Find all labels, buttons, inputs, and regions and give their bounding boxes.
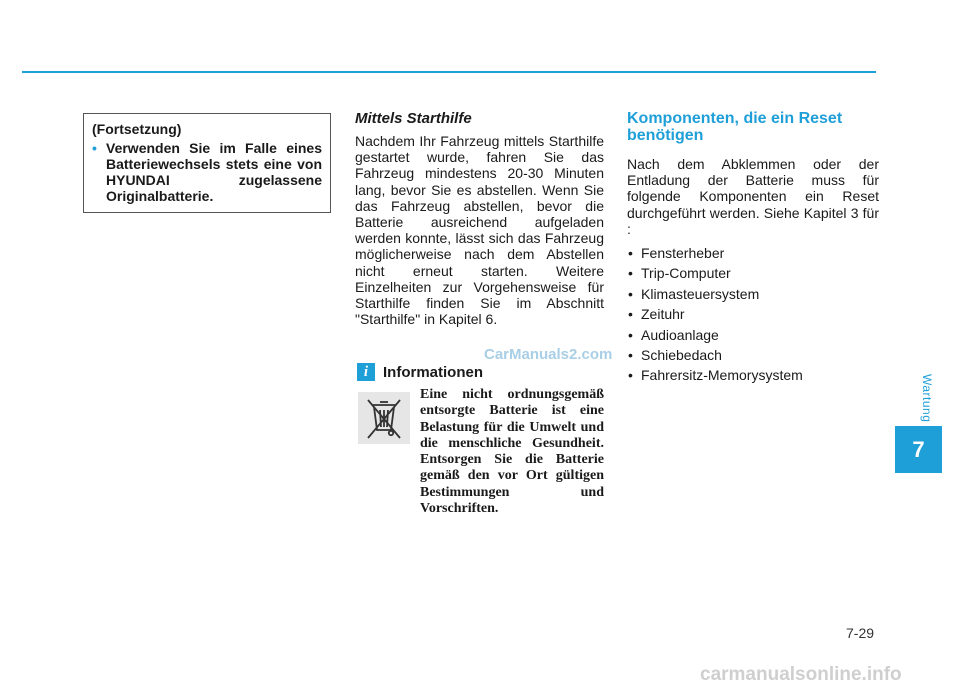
- page-number: 7-29: [846, 625, 875, 641]
- list-item: • Schiebedach: [628, 347, 722, 364]
- jump-start-title: Mittels Starthilfe: [355, 110, 472, 127]
- caution-heading: (Fortsetzung): [92, 121, 182, 137]
- caution-box: [83, 113, 331, 213]
- side-tab-label: Wartung: [920, 373, 934, 423]
- list-item: • Zeituhr: [628, 306, 685, 323]
- information-title: Informationen: [383, 363, 483, 381]
- info-icon: i: [357, 363, 375, 381]
- reset-list: [627, 243, 879, 386]
- information-header: [357, 363, 483, 381]
- watermark-carmanuals: CarManuals2.com: [484, 346, 613, 363]
- reset-title: Komponenten, die ein Reset benötigen: [627, 110, 843, 144]
- jump-start-section: [355, 110, 604, 327]
- crossed-out-bin-icon: [358, 392, 410, 444]
- reset-intro: Nach dem Abklemmen oder der Entladung der Batterie muss für folgende Komponenten ein Reset durchgeführt werden. Siehe Kapitel 3 für :: [627, 156, 879, 237]
- information-text: Eine nicht ordnungsgemäß entsorgte Batterie ist eine Belastung für die Umwelt und die menschliche Gesundheit. Entsorgen Sie die Batterie gemäß den vor Ort gültigen Bestimmungen und Vorschriften.: [420, 387, 604, 517]
- list-item: • Trip-Computer: [628, 265, 731, 282]
- jump-start-body: Nachdem Ihr Fahrzeug mittels Starthilfe gestartet wurde, fahren Sie das Fahrzeug mindestens 20-30 Minuten lang, bevor Sie es abstellen. Wenn Sie das Fahrzeug abstellen, bevor die Batterie ausreichend aufgeladen werden konnte, lässt sich das Fahrzeug möglicherweise nach dem Abstellen nicht erneut starten. Weitere Einzelheiten zur Vorgehensweise für Starthilfe finden Sie im Abschnitt "Starthilfe" in Kapitel 6.: [355, 133, 604, 328]
- list-item: • Klimasteuersystem: [628, 285, 760, 302]
- chapter-number: 7: [895, 426, 942, 473]
- bullet-icon: •: [92, 140, 97, 156]
- list-item: • Audioanlage: [628, 326, 719, 343]
- watermark-carmanualsonline: carmanualsonline.info: [700, 664, 902, 685]
- reset-section: [627, 110, 879, 386]
- header-rule: [22, 71, 876, 73]
- caution-text: Verwenden Sie im Falle eines Batteriewechsels stets eine von HYUNDAI zugelassene Originalbatterie.: [106, 140, 322, 204]
- caution-bullet-row: [92, 140, 322, 204]
- list-item: • Fensterheber: [628, 245, 725, 262]
- list-item: • Fahrersitz-Memorysystem: [628, 367, 803, 384]
